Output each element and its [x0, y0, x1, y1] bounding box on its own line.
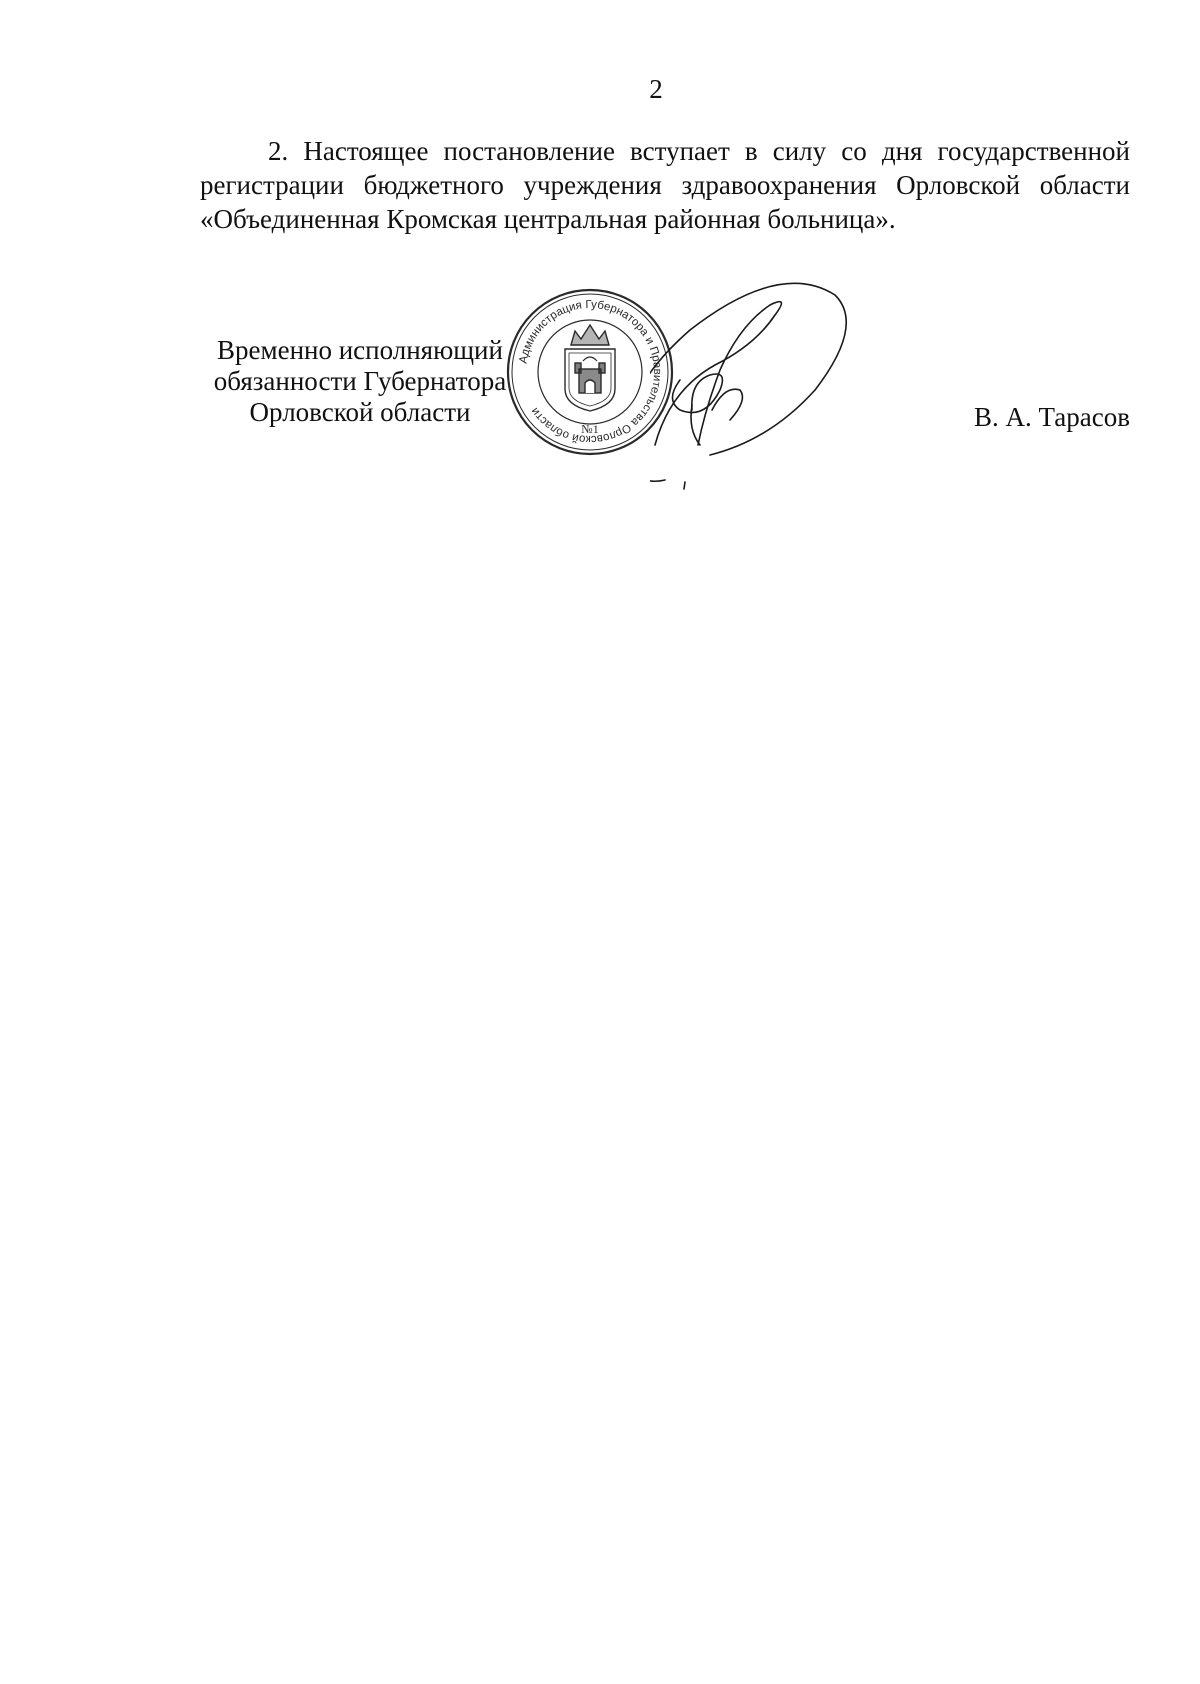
position-line: Временно исполняющий	[217, 335, 503, 365]
paragraph-line: регистрации бюджетного учреждения здравоохранения Орловской области	[200, 170, 1130, 200]
coat-of-arms-icon	[565, 325, 615, 411]
seal-ring-text: Администрация Губернатора и Правительства Орловской области	[517, 298, 664, 446]
paragraph-line: 2. Настоящее постановление вступает в силу со дня государственной	[268, 136, 1130, 166]
position-line: обязанности Губернатора	[213, 366, 507, 396]
position-line: Орловской области	[249, 397, 471, 427]
handwritten-signature	[650, 270, 930, 510]
paragraph-effective-date	[200, 134, 1130, 236]
paragraph-line: «Объединенная Кромская центральная районная больница».	[200, 204, 896, 234]
seal-number: №1	[581, 422, 599, 436]
signer-position	[200, 335, 520, 428]
signer-name: В. А. Тарасов	[973, 402, 1130, 432]
page-number: 2	[649, 74, 663, 104]
